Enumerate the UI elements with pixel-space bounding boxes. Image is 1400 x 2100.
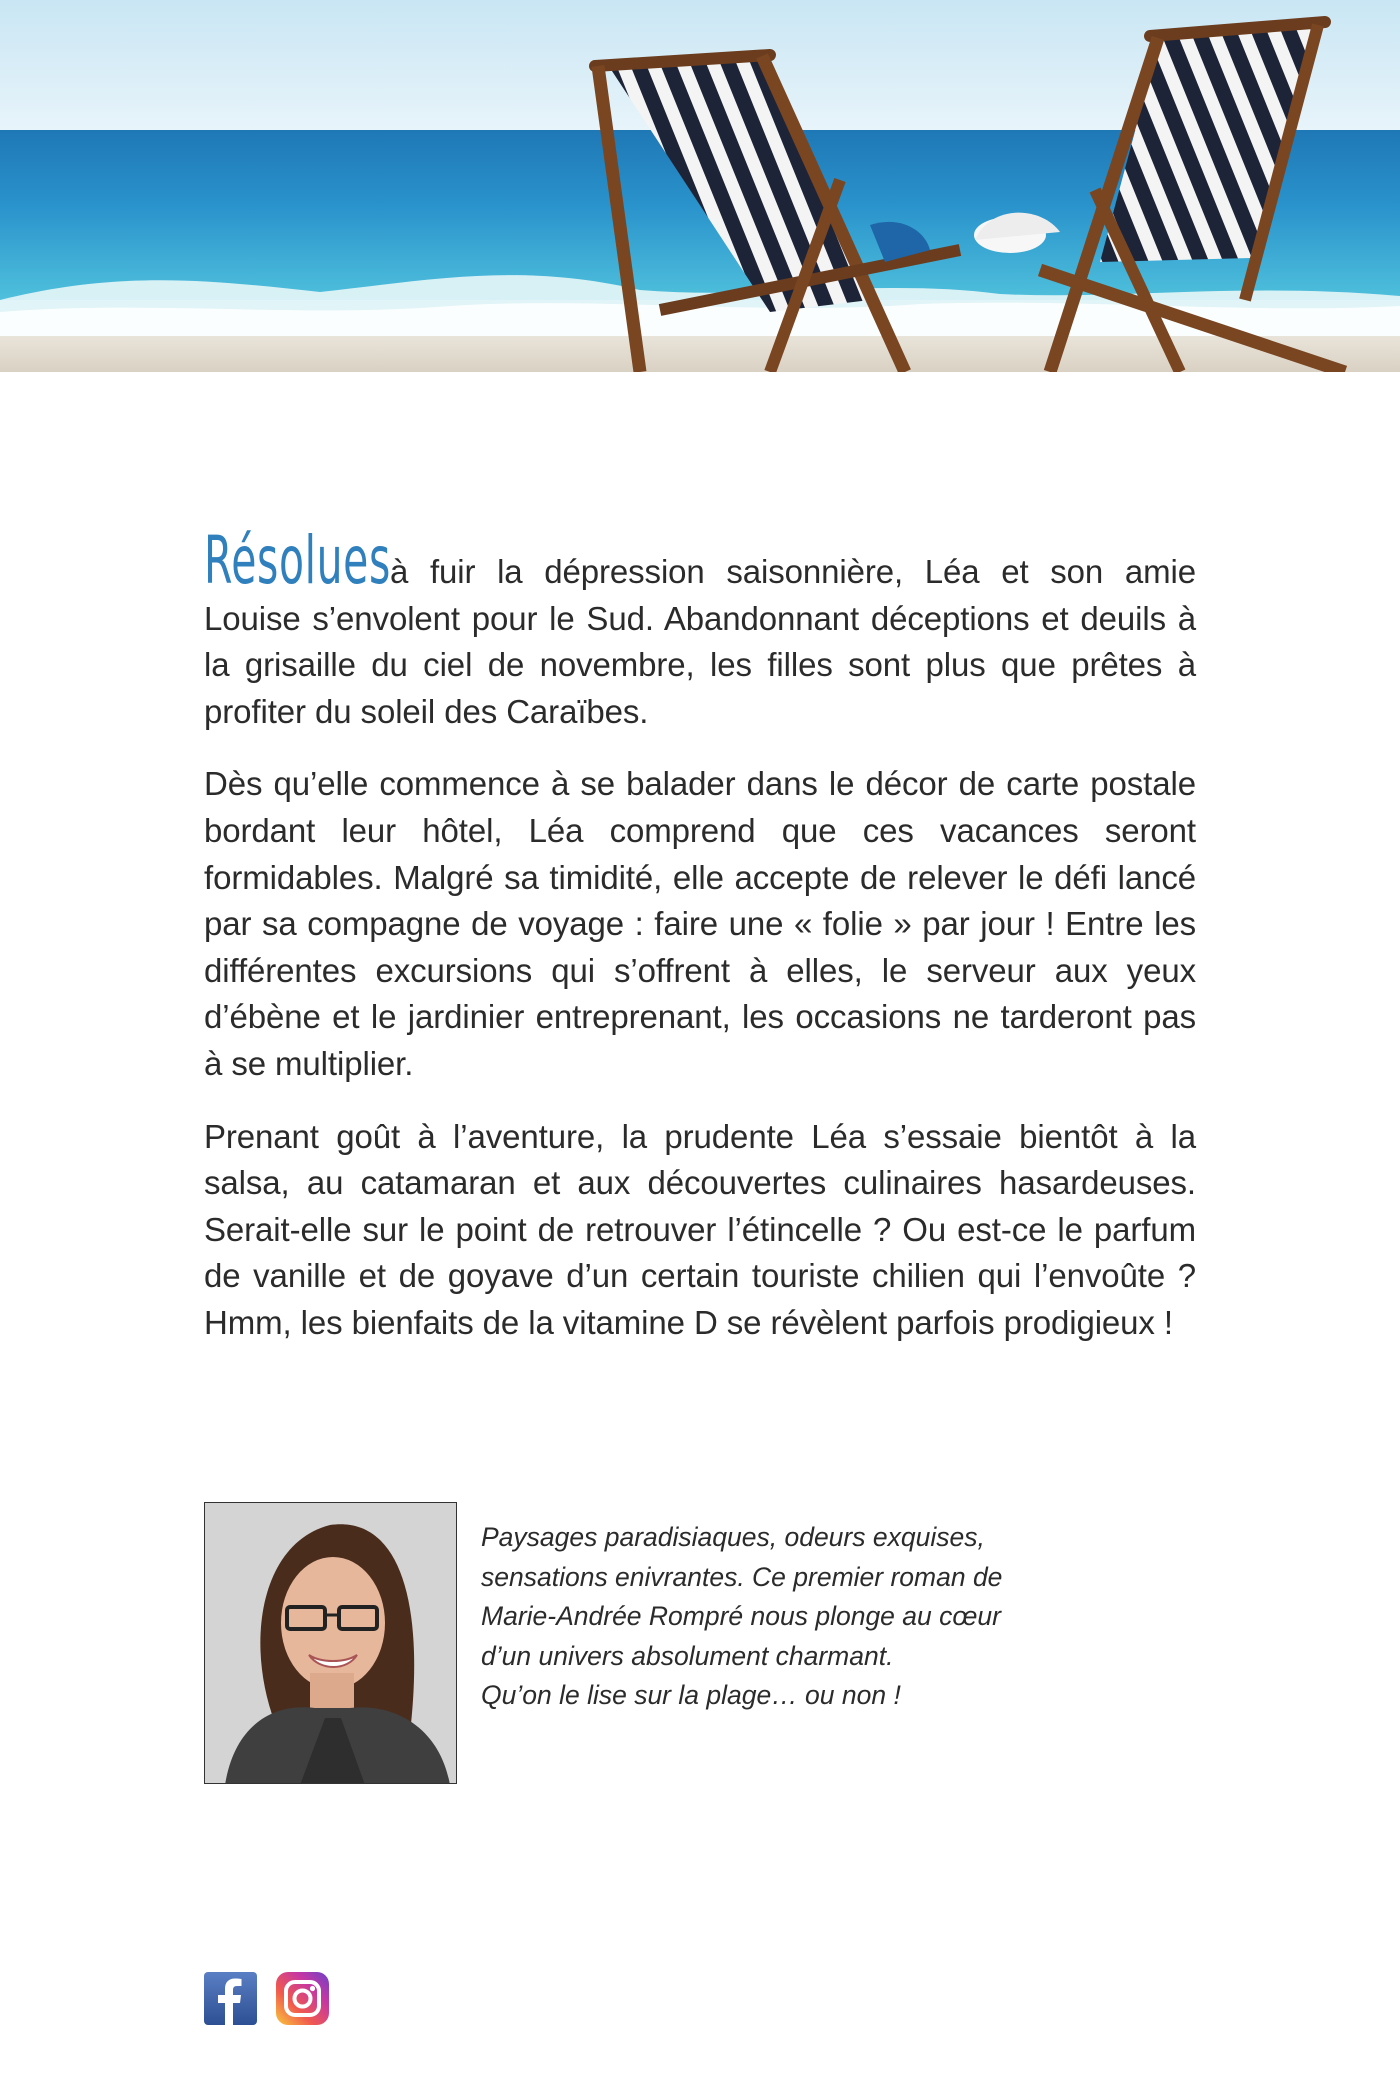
quote-line: Marie-Andrée Rompré nous plonge au cœur: [481, 1601, 1001, 1631]
blurb-paragraph-1-text: à fuir la dépression saisonnière, Léa et son amie Louise s’envolent pour le Sud. Abandonnant déceptions et deuils à la grisaille du ciel de novembre, les filles sont plus que prêtes à profiter du soleil des Caraïbes.: [204, 553, 1196, 730]
author-portrait-icon: [205, 1503, 457, 1784]
blurb-paragraph-2: Dès qu’elle commence à se balader dans le décor de carte postale bordant leur hôtel, Léa comprend que ces vacances seront formidables. Malgré sa timidité, elle accepte de relever le défi lancé par sa compagne de voyage : faire une « folie » par jour ! Entre les différentes excursions qui s’offrent à elles, le serveur aux yeux d’ébène et le jardinier entreprenant, les occasions ne tarderont pas à se multiplier.: [204, 765, 1196, 1082]
blurb-paragraph-1: [204, 522, 1196, 735]
drop-cap-word: Résolues: [204, 522, 391, 599]
quote-line: sensations enivrantes. Ce premier roman de: [481, 1561, 1003, 1592]
quote-line: Paysages paradisiaques, odeurs exquises,: [481, 1522, 985, 1552]
author-photo: [204, 1502, 457, 1784]
back-cover-blurb: [204, 522, 1196, 1373]
quote-line: d’un univers absolument charmant.: [481, 1640, 894, 1671]
hero-beach-image: [0, 0, 1400, 372]
author-quote: [481, 1518, 1041, 1716]
blurb-paragraph-3: Prenant goût à l’aventure, la prudente Léa s’essaie bientôt à la salsa, au catamaran et aux découvertes culinaires hasardeuses. Serait-elle sur le point de retrouver l’étincelle ? Ou est-ce le parfum de vanille et de goyave d’un certain touriste chilien qui l’envoûte ? Hmm, les bienfaits de la vitamine D se révèlent parfois prodigieux !: [204, 1117, 1196, 1341]
quote-line: Qu’on le lise sur la plage… ou non !: [481, 1680, 901, 1710]
facebook-icon[interactable]: [204, 1972, 257, 2025]
instagram-icon[interactable]: [276, 1972, 329, 2025]
